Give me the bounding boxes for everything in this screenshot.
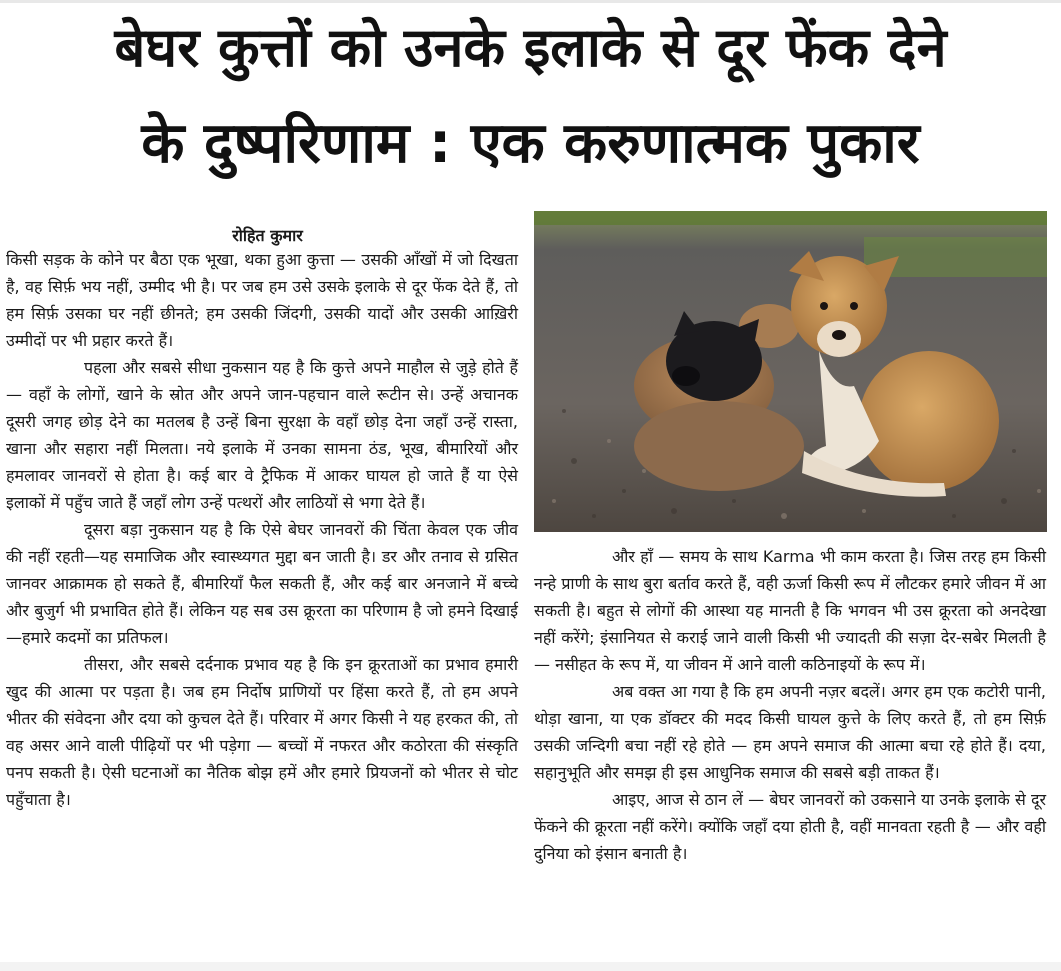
- left-column: [6, 246, 518, 813]
- right-paragraph-3: आइए, आज से ठान लें — बेघर जानवरों को उकसाने या उनके इलाके से दूर फेंकने की क्रूरता नहीं करेंगे। क्योंकि जहाँ दया होती है, वहीं मानवता रहती है — और वही दुनिया को इंसान बनाती है।: [534, 790, 1046, 863]
- left-paragraph-3: दूसरा बड़ा नुकसान यह है कि ऐसे बेघर जानवरों की चिंता केवल एक जीव की नहीं रहती—यह समाजिक और स्वास्थ्यगत मुद्दा बन जाती है। डर और तनाव से ग्रसित जानवर आक्रामक हो सकते हैं, बीमारियाँ फैल सकती हैं, और कई बार अनजाने में बच्चे और बुजुर्ग भी प्रभावित होते हैं। लेकिन यह सब उस क्रूरता का परिणाम है जो हमने दिखाई—हमारे कदमों का प्रतिफल।: [6, 520, 518, 647]
- headline-line-1: बेघर कुत्तों को उनके इलाके से दूर फेंक देने: [114, 16, 947, 79]
- left-paragraph-4: तीसरा, और सबसे दर्दनाक प्रभाव यह है कि इन क्रूरताओं का प्रभाव हमारी खुद की आत्मा पर पड़ता है। जब हम निर्दोष प्राणियों पर हिंसा करते हैं, तो हम अपने भीतर की संवेदना और दया को कुचल देते हैं। परिवार में अगर किसी ने यह हरकत की, तो वह असर आने वाली पीढ़ियों पर भी पड़ेगा — बच्चों में नफरत और कठोरता की संस्कृति पनप सकती है। ऐसी घटनाओं का नैतिक बोझ हमें और हमारे प्रियजनों को भीतर से चोट पहुँचाता है।: [6, 655, 518, 809]
- right-paragraph-1: और हाँ — समय के साथ Karma भी काम करता है। जिस तरह हम किसी नन्हे प्राणी के साथ बुरा बर्ताव करते हैं, वही ऊर्जा किसी रूप में लौटकर हमारे जीवन में आ सकती है। बहुत से लोगों की आस्था यह मानती है कि भगवन भी उस क्रूरता को अनदेखा नहीं करेंगे; इंसानियत से कराई जाने वाली किसी भी ज्यादती की सज़ा देर-सबेर मिलती है — नसीहत के रूप में, या जीवन में आने वाली कठिनाइयों के रूप में।: [534, 547, 1046, 674]
- left-paragraph-1: किसी सड़क के कोने पर बैठा एक भूखा, थका हुआ कुत्ता — उसकी आँखों में जो दिखता है, वह सिर्फ़ भय नहीं, उम्मीद भी है। पर जब हम उसे उसके इलाके से दूर फेंक देते हैं, तो हम सिर्फ़ उसका घर नहीं छीनते; हम उसकी जिंदगी, उसकी यादों और उसकी आख़िरी उम्मीदों पर भी प्रहार करते हैं।: [6, 250, 518, 350]
- top-rule: [0, 0, 1061, 3]
- headline-line-2: के दुष्परिणाम : एक करुणात्मक पुकार: [141, 111, 920, 176]
- right-paragraph-2: अब वक्त आ गया है कि हम अपनी नज़र बदलें। अगर हम एक कटोरी पानी, थोड़ा खाना, या एक डॉक्टर की मदद किसी घायल कुत्ते के लिए करते हैं, तो हम सिर्फ़ उसकी जन्दिगी बचा नहीं रहे होते — हम अपने समाज की आत्मा बचा रहे होते हैं। दया, सहानुभूति और समझ ही इस आधुनिक समाज की सबसे बड़ी ताकत हैं।: [534, 682, 1046, 782]
- headline: [0, 4, 1061, 200]
- left-paragraph-2: पहला और सबसे सीधा नुकसान यह है कि कुत्ते अपने माहौल से जुड़े होते हैं — वहाँ के लोगों, खाने के स्रोत और अपने जान-पहचान वाले रूटीन से। उन्हें अचानक दूसरी जगह छोड़ देने का मतलब है उन्हें बिना सुरक्षा के वहाँ छोड़ देना जहाँ उन्हें रास्ता, खाना और सहारा नहीं मिलता। नये इलाके में उनका सामना ठंड, भूख, बीमारियों और हमलावर जानवरों से होता है। कई बार वे ट्रैफिक में आकर घायल हो जाते हैं या ऐसे इलाकों में पहुँच जाते हैं जहाँ लोग उन्हें पत्थरों और लाठियों से भगा देते हैं।: [6, 358, 518, 512]
- bottom-rule: [0, 962, 1061, 971]
- author-byline: रोहित कुमार: [232, 226, 303, 245]
- right-column: [534, 543, 1046, 867]
- puppies-photo-svg: [534, 211, 1047, 532]
- puppies-photo: [534, 211, 1047, 532]
